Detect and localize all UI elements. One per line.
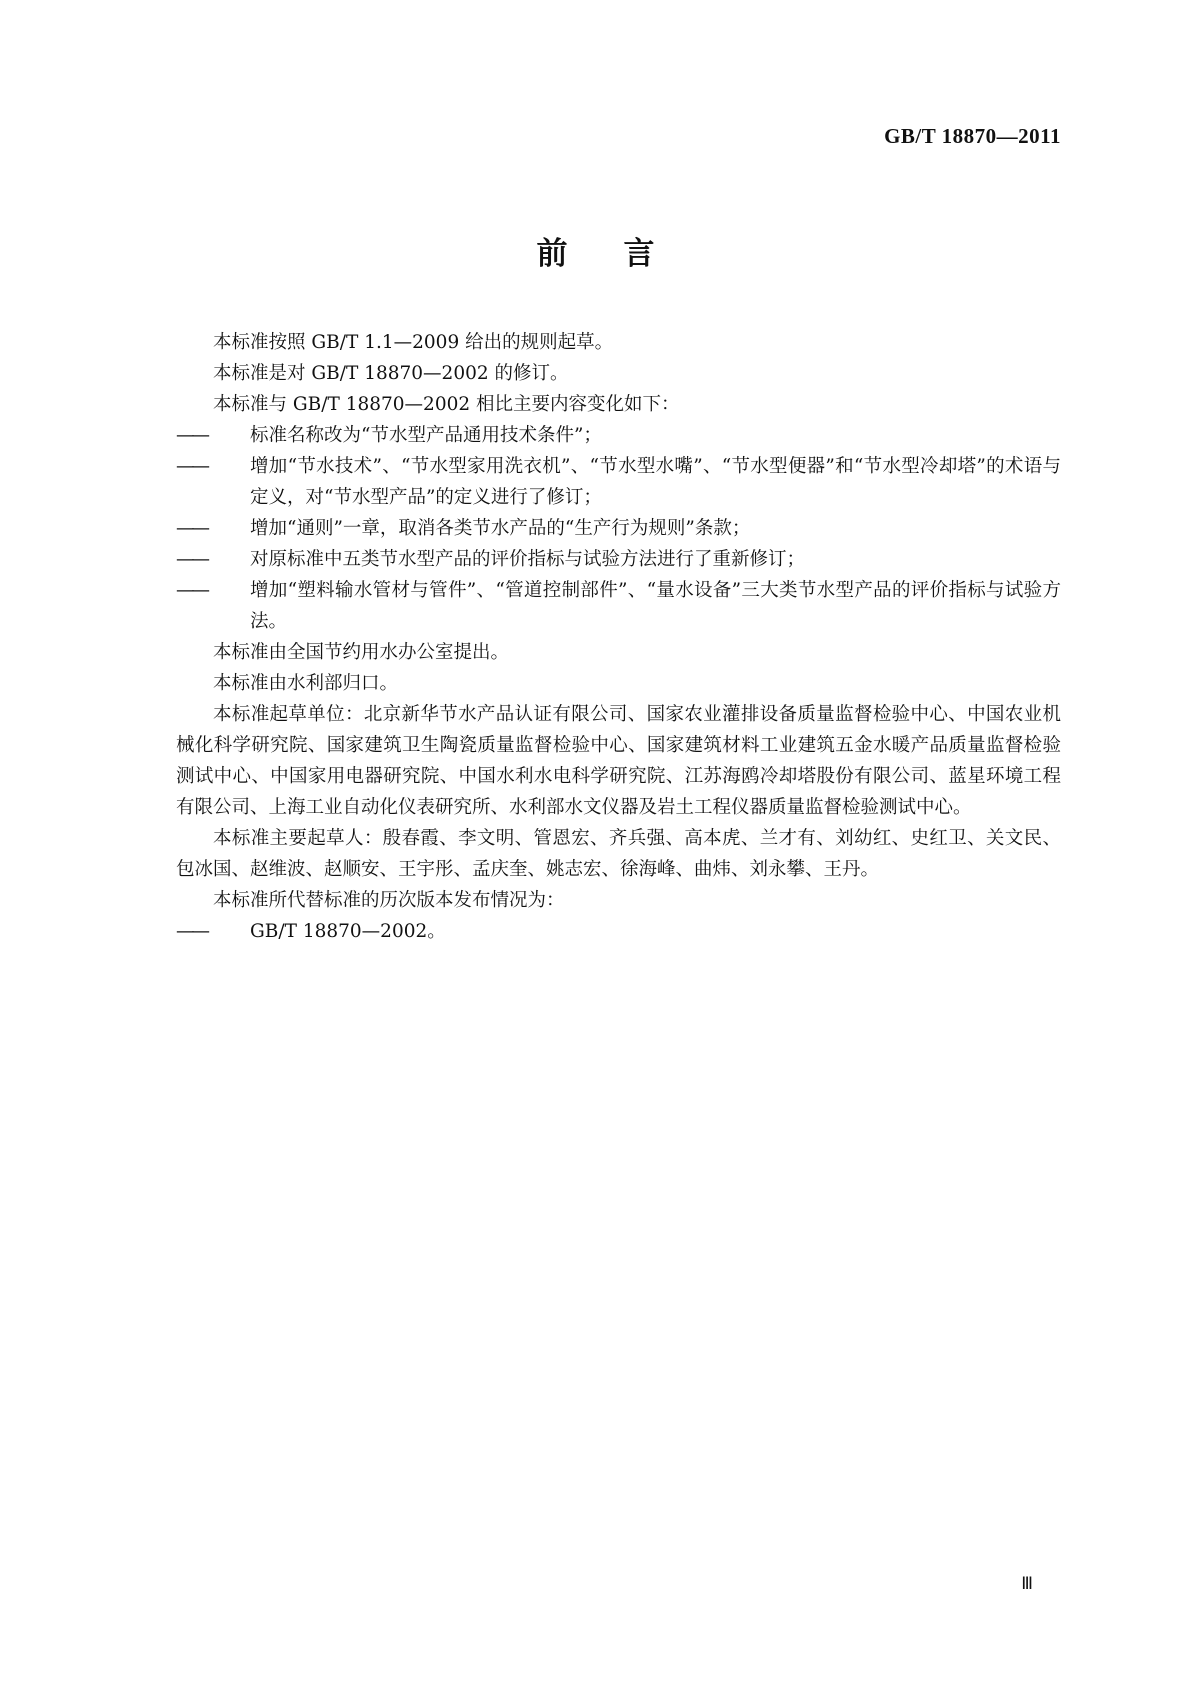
change-item-text: 增加“节水技术”、“节水型家用洗衣机”、“节水型水嘴”、“节水型便器”和“节水型冷却塔”的术语与定义，对“节水型产品”的定义进行了修订； <box>250 456 1061 508</box>
change-item-1 <box>176 420 1061 451</box>
paragraph-revision-of: 本标准是对 GB/T 18870—2002 的修订。 <box>213 363 569 384</box>
paragraph-drafting-rules: 本标准按照 GB/T 1.1—2009 给出的规则起草。 <box>213 332 614 353</box>
change-item-text: 增加“通则”一章，取消各类节水产品的“生产行为规则”条款； <box>250 518 751 539</box>
document-body <box>176 327 1061 947</box>
change-item-text: 标准名称改为“节水型产品通用技术条件”； <box>250 425 602 446</box>
dash-mark: —— <box>176 549 207 570</box>
dash-mark: —— <box>176 921 207 942</box>
dash-mark: —— <box>176 425 207 446</box>
paragraph-main-drafters: 本标准主要起草人：殷春霞、李文明、管恩宏、齐兵强、高本虎、兰才有、刘幼红、史红卫、关文民、包冰国、赵维波、赵顺安、王宇彤、孟庆奎、姚志宏、徐海峰、曲炜、刘永攀、王丹。 <box>176 828 1061 880</box>
change-item-text: 对原标准中五类节水型产品的评价指标与试验方法进行了重新修订； <box>250 549 806 570</box>
change-item-2 <box>176 451 1061 513</box>
change-item-4 <box>176 544 1061 575</box>
previous-edition-text: GB/T 18870—2002。 <box>250 921 446 942</box>
page-title: 前言 <box>536 236 711 272</box>
paragraph-drafting-organizations: 本标准起草单位：北京新华节水产品认证有限公司、国家农业灌排设备质量监督检验中心、中国农业机械化科学研究院、国家建筑卫生陶瓷质量监督检验中心、国家建筑材料工业建筑五金水暖产品质量监督检验测试中心、中国家用电器研究院、中国水利水电科学研究院、江苏海鸥冷却塔股份有限公司、蓝星环境工程有限公司、上海工业自动化仪表研究所、水利部水文仪器及岩土工程仪器质量监督检验测试中心。 <box>176 704 1061 818</box>
change-item-3 <box>176 513 1061 544</box>
paragraph-previous-editions: 本标准所代替标准的历次版本发布情况为： <box>213 890 565 911</box>
previous-edition-item <box>176 916 1061 947</box>
page-number: Ⅲ <box>1021 1574 1033 1593</box>
paragraph-proposed-by: 本标准由全国节约用水办公室提出。 <box>213 642 510 663</box>
standard-code: GB/T 18870—2011 <box>884 124 1061 148</box>
change-item-5 <box>176 575 1061 637</box>
paragraph-administered-by: 本标准由水利部归口。 <box>213 673 399 694</box>
dash-mark: —— <box>176 518 207 539</box>
dash-mark: —— <box>176 580 207 601</box>
paragraph-changes-intro: 本标准与 GB/T 18870—2002 相比主要内容变化如下： <box>213 394 680 415</box>
change-item-text: 增加“塑料输水管材与管件”、“管道控制部件”、“量水设备”三大类节水型产品的评价指标与试验方法。 <box>250 580 1061 632</box>
dash-mark: —— <box>176 456 207 477</box>
